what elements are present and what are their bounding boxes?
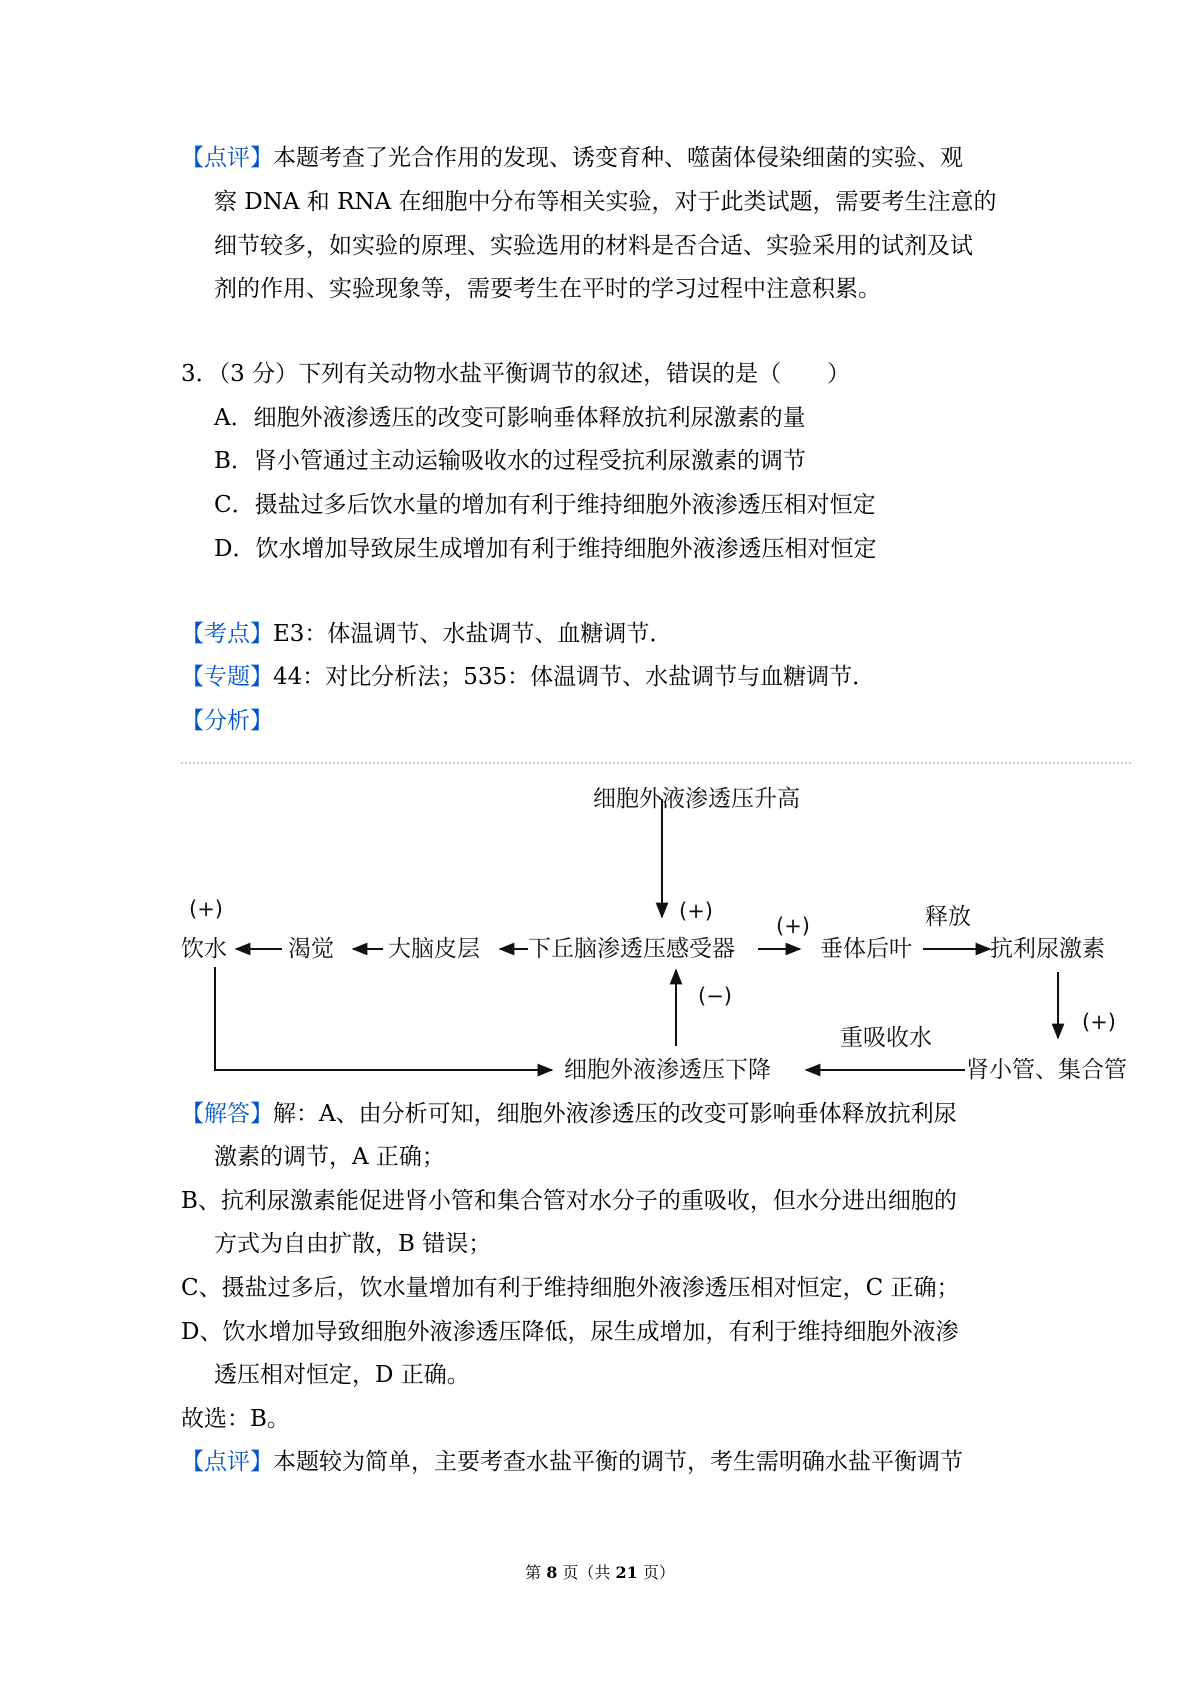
diagram-receptor-node: 下丘脑渗透压感受器: [528, 936, 735, 962]
review-line-2: 察 DNA 和 RNA 在细胞中分布等相关实验，对于此类试题，需要考生注意的: [214, 189, 997, 215]
answer-line-8: 故选：B。: [181, 1406, 290, 1432]
diagram-plus-right: (+): [776, 914, 810, 938]
answer-line-2: 激素的调节，A 正确；: [214, 1144, 445, 1170]
kaodian-line: 【考点】E3：体温调节、水盐调节、血糖调节．: [181, 621, 673, 647]
diagram-minus-label: (−): [698, 984, 732, 1008]
page-number: 8: [546, 1563, 558, 1582]
answer-line-5: C、摄盐过多后，饮水量增加有利于维持细胞外液渗透压相对恒定，C 正确；: [181, 1275, 960, 1301]
option-a: A．细胞外液渗透压的改变可影响垂体释放抗利尿激素的量: [214, 405, 806, 431]
page-footer: 第 8 页（共 21 页）: [525, 1563, 675, 1582]
diagram-release-label: 释放: [925, 904, 971, 930]
review2-tag: 【点评】: [181, 1449, 273, 1475]
answer-line-1: 【解答】解：A、由分析可知，细胞外液渗透压的改变可影响垂体释放抗利尿: [181, 1101, 957, 1127]
option-c: C．摄盐过多后饮水量的增加有利于维持细胞外液渗透压相对恒定: [214, 492, 876, 518]
diagram-reabsorb-label: 重吸收水: [840, 1025, 932, 1051]
diagram-plus-kidney: (+): [1082, 1010, 1116, 1034]
diagram-adh-node: 抗利尿激素: [990, 936, 1105, 962]
option-d: D．饮水增加导致尿生成增加有利于维持细胞外液渗透压相对恒定: [214, 536, 877, 562]
option-b: B．肾小管通过主动运输吸收水的过程受抗利尿激素的调节: [214, 448, 806, 474]
question-stem: 3．（3 分）下列有关动物水盐平衡调节的叙述，错误的是（ ）: [181, 361, 851, 387]
review-tag: 【点评】: [181, 145, 273, 171]
diagram-thirst-node: 渴觉: [288, 936, 334, 962]
kaodian-tag: 【考点】: [181, 621, 273, 647]
diagram-water-node: 饮水: [181, 936, 227, 962]
fenxi-tag: 【分析】: [181, 708, 273, 734]
answer-line-4: 方式为自由扩散，B 错误；: [214, 1231, 492, 1257]
answer-tag: 【解答】: [181, 1101, 273, 1127]
zhuanti-line: 【专题】44：对比分析法；535：体温调节、水盐调节与血糖调节．: [181, 664, 876, 690]
arrow-water-to-bottom: [215, 967, 552, 1070]
answer-line-3: B、抗利尿激素能促进肾小管和集合管对水分子的重吸收，但水分进出细胞的: [181, 1188, 957, 1214]
answer-line-6: D、饮水增加导致细胞外液渗透压降低，尿生成增加，有利于维持细胞外液渗: [181, 1319, 959, 1345]
review2-line: 【点评】本题较为简单，主要考查水盐平衡的调节，考生需明确水盐平衡调节: [181, 1449, 963, 1475]
diagram-kidney-node: 肾小管、集合管: [966, 1057, 1127, 1083]
diagram-top-node: 细胞外液渗透压升高: [593, 786, 800, 812]
answer-line-7: 透压相对恒定，D 正确。: [214, 1362, 470, 1388]
diagram-bottom-node: 细胞外液渗透压下降: [564, 1057, 771, 1083]
diagram-pituitary-node: 垂体后叶: [820, 936, 912, 962]
diagram-plus-water: (+): [189, 897, 223, 921]
diagram-cortex-node: 大脑皮层: [388, 936, 480, 962]
diagram-plus-top: (+): [679, 899, 713, 923]
zhuanti-tag: 【专题】: [181, 664, 273, 690]
review-line-1: 【点评】本题考查了光合作用的发现、诱变育种、噬菌体侵染细菌的实验、观: [181, 145, 963, 171]
review-line-4: 剂的作用、实验现象等，需要考生在平时的学习过程中注意积累。: [214, 276, 881, 302]
review-line-3: 细节较多，如实验的原理、实验选用的材料是否合适、实验采用的试剂及试: [214, 233, 973, 259]
page-total: 21: [615, 1563, 638, 1582]
